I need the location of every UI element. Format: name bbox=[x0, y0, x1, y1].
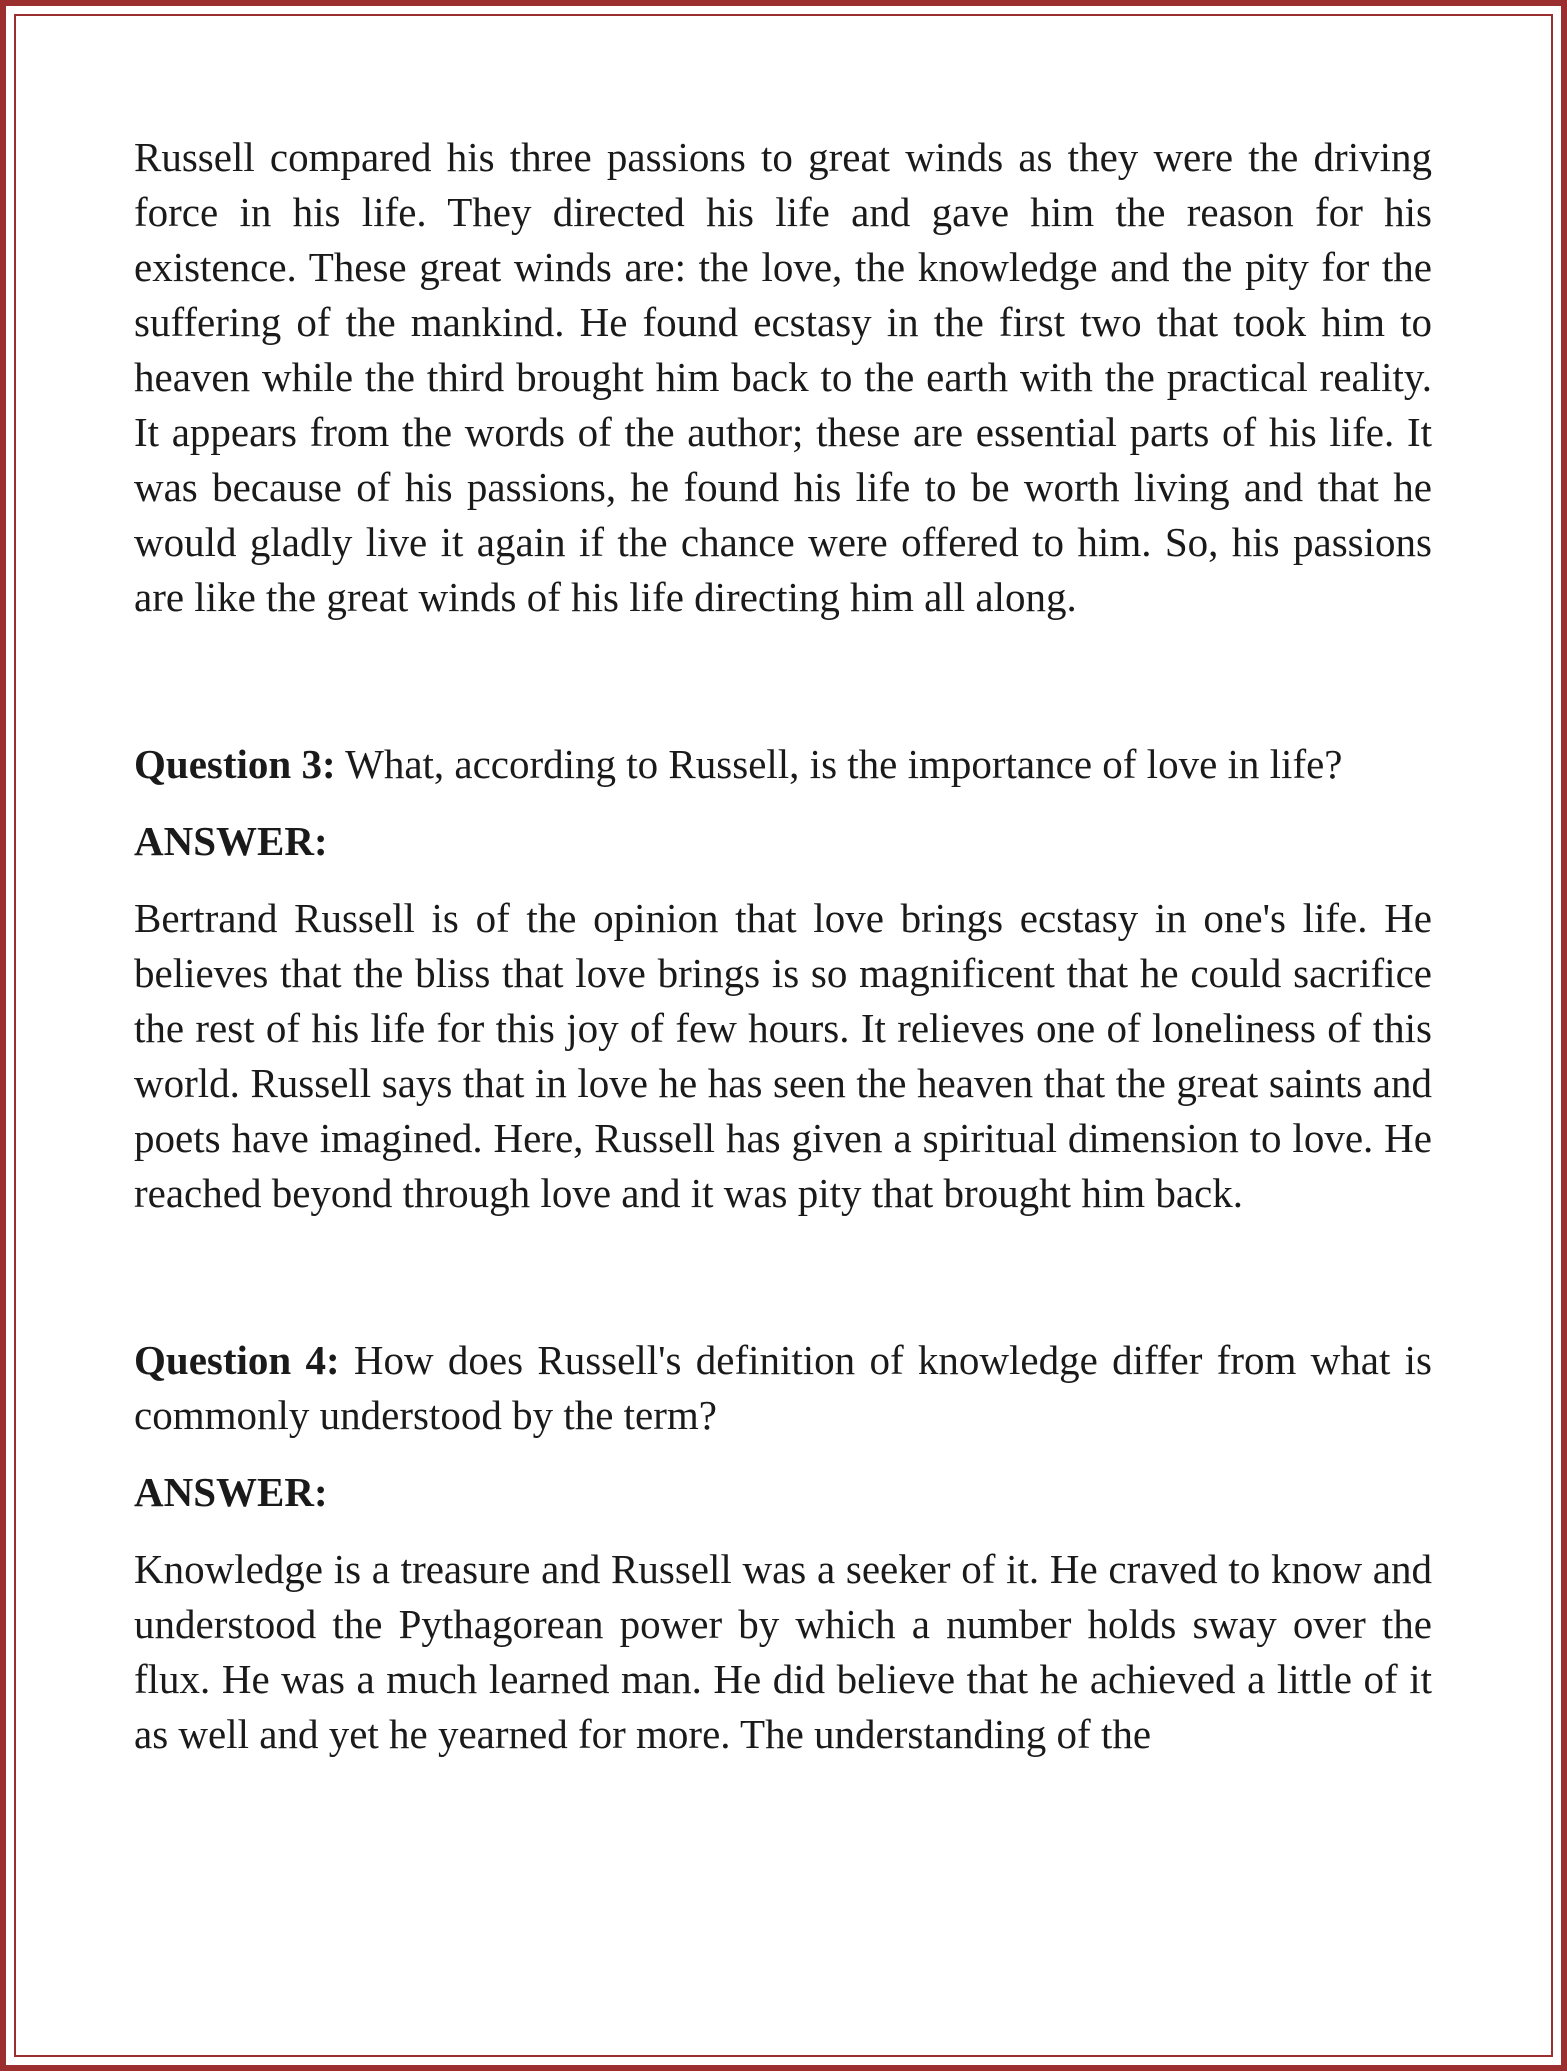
document-body bbox=[134, 130, 1432, 1762]
paragraph-passions: Russell compared his three passions to great winds as they were the driving force in his life. They directed his life and gave him the reason for his existence. These great winds are: the love, the knowledge and the pity for the suffering of the mankind. He found ecstasy in the first two that took him to heaven while the third brought him back to the earth with the practical reality. It appears from the words of the author; these are essential parts of his life. It was because of his passions, he found his life to be worth living and that he would gladly live it again if the chance were offered to him. So, his passions are like the great winds of his life directing him all along. bbox=[134, 134, 1432, 620]
question-4-text: How does Russell's definition of knowledge differ from what is commonly understood by the term? bbox=[134, 1337, 1432, 1438]
question-4-label: Question 4: bbox=[134, 1337, 340, 1383]
question-3-text: What, according to Russell, is the importance of love in life? bbox=[335, 741, 1343, 787]
answer-4-text: Knowledge is a treasure and Russell was a seeker of it. He craved to know and understood the Pythagorean power by which a number holds sway over the flux. He was a much learned man. He did believe that he achieved a little of it as well and yet he yearned for more. The understanding of the bbox=[134, 1546, 1432, 1757]
answer-4-label: ANSWER: bbox=[134, 1469, 328, 1515]
question-3 bbox=[134, 737, 1432, 792]
question-4 bbox=[134, 1333, 1432, 1443]
answer-3-text: Bertrand Russell is of the opinion that love brings ecstasy in one's life. He believes that the bliss that love brings is so magnificent that he could sacrifice the rest of his life for this joy of few hours. It relieves one of loneliness of this world. Russell says that in love he has seen the heaven that the great saints and poets have imagined. Here, Russell has given a spiritual dimension to love. He reached beyond through love and it was pity that brought him back. bbox=[134, 895, 1432, 1216]
answer-3-label: ANSWER: bbox=[134, 818, 328, 864]
question-3-label: Question 3: bbox=[134, 741, 336, 787]
